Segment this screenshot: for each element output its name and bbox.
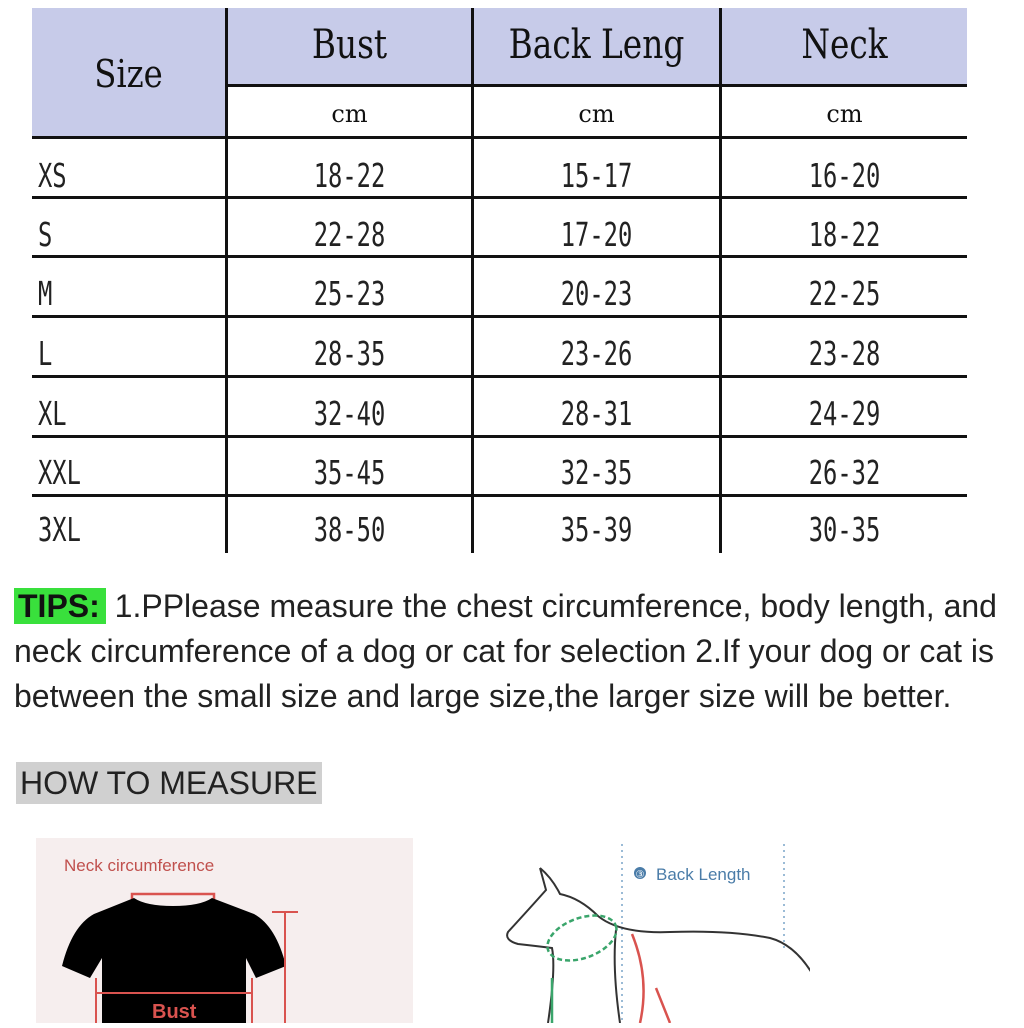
bust-cell: 35-45 [313,453,386,492]
bust-header-label: Bust [311,22,388,68]
how-to-measure-heading: HOW TO MEASURE [16,762,322,804]
back-length-cell: 35-39 [560,510,633,549]
dog-measure-illustration [500,838,810,1023]
size-header-cell [32,8,225,136]
bust-cell: 18-22 [313,156,386,195]
back-length-label: Back Length [656,865,751,884]
size-cell: S [38,215,53,254]
size-cell: XS [38,156,67,195]
neck-cell: 24-29 [808,394,881,433]
bust-unit: cm [331,100,368,128]
size-cell: 3XL [38,510,81,549]
neck-unit: cm [826,100,863,128]
bust-cell: 28-35 [313,334,386,373]
column-divider [471,8,474,553]
row-divider [225,84,967,87]
size-header-label: Size [94,52,163,96]
column-divider [719,8,722,553]
neck-circumference-label: Neck circumference [64,856,215,875]
bust-cell: 38-50 [313,510,386,549]
back-length-header-label: Back Leng [508,22,685,68]
neck-cell: 30-35 [808,510,881,549]
size-cell: M [38,274,53,313]
row-divider [32,136,967,139]
bust-cell: 25-23 [313,274,386,313]
bust-header-cell [228,8,471,84]
size-chart-table [32,8,967,553]
back-length-cell: 23-26 [560,334,633,373]
back-length-unit: cm [578,100,615,128]
back-length-header-cell [474,8,719,84]
back-length-cell: 20-23 [560,274,633,313]
bust-cell: 22-28 [313,215,386,254]
size-cell: XL [38,394,67,433]
step-three-marker: ③ [635,869,645,881]
column-divider [225,8,228,553]
size-cell: L [38,334,53,373]
shirt-measure-illustration [36,838,413,1023]
neck-cell: 18-22 [808,215,881,254]
back-length-cell: 28-31 [560,394,633,433]
size-cell: XXL [38,453,81,492]
back-length-cell: 32-35 [560,453,633,492]
neck-measure-line [132,894,214,900]
neck-cell: 22-25 [808,274,881,313]
neck-cell: 26-32 [808,453,881,492]
tips-text: 1.PPlease measure the chest circumference, body length, and neck circumference of a dog or cat for selection 2.If your dog or cat is between the small size and large size,the larger size will be better. [14,588,997,714]
neck-cell: 23-28 [808,334,881,373]
tips-paragraph [14,584,1014,719]
bust-cell: 32-40 [313,394,386,433]
neck-header-cell [722,8,967,84]
bust-label: Bust [152,1001,197,1023]
neck-cell: 16-20 [808,156,881,195]
neck-header-label: Neck [801,22,888,68]
tips-label: TIPS: [14,588,106,624]
back-length-cell: 17-20 [560,215,633,254]
back-length-cell: 15-17 [560,156,633,195]
bust-measure-line [632,934,670,1023]
